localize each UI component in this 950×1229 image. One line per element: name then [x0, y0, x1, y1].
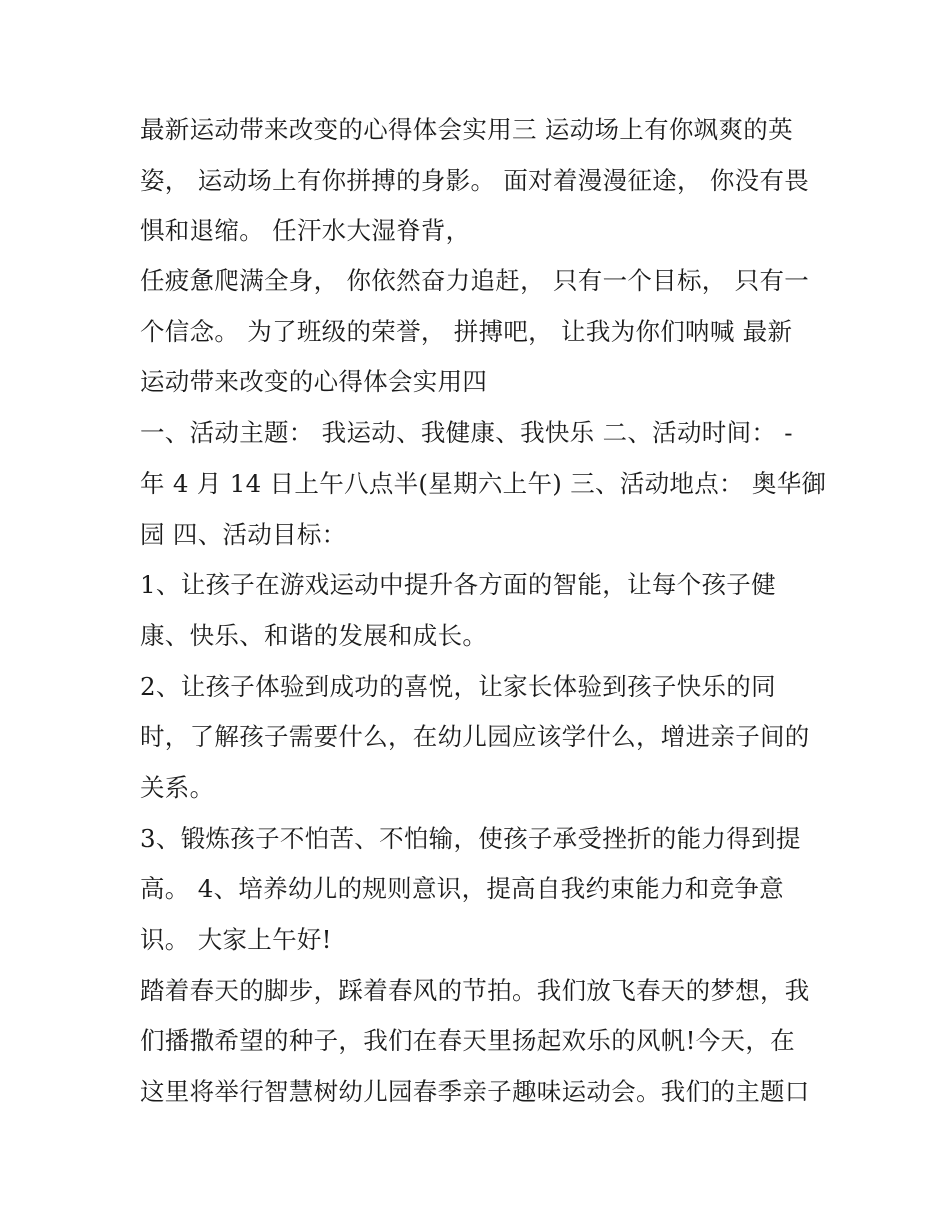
text-line: 年 4 月 14 日上午八点半(星期六上午) 三、活动地点： 奥华御	[140, 469, 827, 498]
text-line: 踏着春天的脚步，踩着春风的节拍。我们放飞春天的梦想，我	[140, 976, 810, 1005]
text-line: 一、活动主题： 我运动、我健康、我快乐 二、活动时间： -	[140, 418, 793, 447]
text-line: 惧和退缩。 任汗水大湿脊背，	[140, 216, 471, 245]
text-line: 高。 4、培养幼儿的规则意识，提高自我约束能力和竞争意	[140, 874, 784, 903]
text-line: 关系。	[140, 773, 215, 802]
text-line: 任疲惫爬满全身， 你依然奋力追赶， 只有一个目标， 只有一	[140, 266, 810, 295]
text-line: 园 四、活动目标：	[140, 520, 347, 549]
text-line: 个信念。 为了班级的荣誉， 拼搏吧， 让我为你们呐喊 最新	[140, 317, 793, 346]
text-line: 最新运动带来改变的心得体会实用三 运动场上有你飒爽的英	[140, 115, 793, 144]
text-line: 时，了解孩子需要什么，在幼儿园应该学什么，增进亲子间的	[140, 722, 810, 751]
text-line: 姿， 运动场上有你拼搏的身影。 面对着漫漫征途， 你没有畏	[140, 166, 810, 195]
text-line: 这里将举行智慧树幼儿园春季亲子趣味运动会。我们的主题口	[140, 1077, 810, 1106]
text-line: 识。 大家上午好!	[140, 925, 332, 954]
text-line: 运动带来改变的心得体会实用四	[140, 367, 488, 396]
text-line: 3、锻炼孩子不怕苦、不怕输，使孩子承受挫折的能力得到提	[140, 824, 801, 853]
text-line: 康、快乐、和谐的发展和成长。	[140, 621, 488, 650]
text-line: 们播撒希望的种子，我们在春天里扬起欢乐的风帆!今天，在	[140, 1026, 795, 1055]
text-line: 2、让孩子体验到成功的喜悦，让家长体验到孩子快乐的同	[140, 672, 776, 701]
text-line: 1、让孩子在游戏运动中提升各方面的智能，让每个孩子健	[140, 570, 776, 599]
